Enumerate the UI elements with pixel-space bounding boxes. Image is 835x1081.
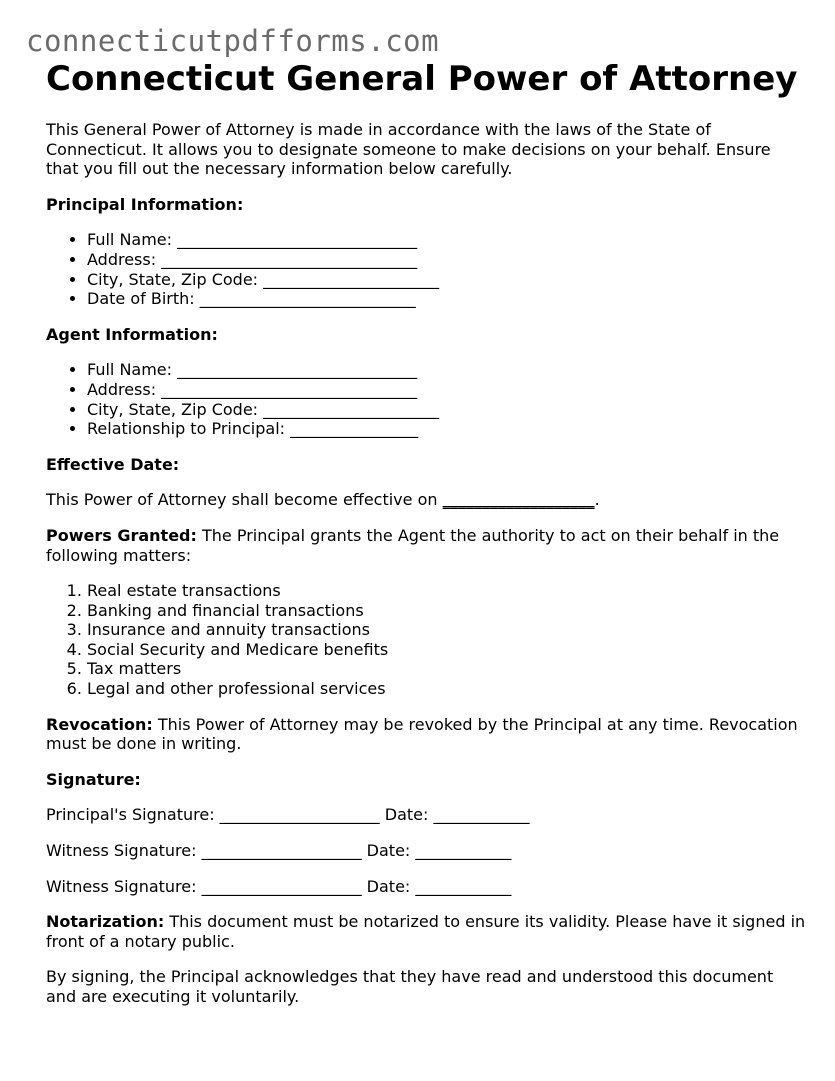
signature-heading: Signature: [46,769,141,789]
agent-list [46,360,806,438]
powers-label: Powers Granted: [46,525,197,545]
power-item: 6. Legal and other professional services [87,679,806,699]
effective-date-heading: Effective Date: [46,454,180,474]
principal-address: • Address: ________________________________ [87,250,806,270]
effective-date-blank: ___________________ [442,490,595,510]
principal-signature-line: Principal's Signature: ____________________ Date: ____________ [46,805,530,825]
revocation-text: This Power of Attorney may be revoked by the Principal at any time. Revocation must be done in writing. [46,714,798,754]
power-item: 4. Social Security and Medicare benefits [87,640,806,660]
principal-list [46,230,806,308]
watermark: connecticutpdfforms.com [26,24,440,58]
closing-paragraph: By signing, the Principal acknowledges that they have read and understood this document and are executing it voluntarily. [46,967,774,1006]
powers-text: The Principal grants the Agent the authority to act on their behalf in the following matters: [46,525,780,565]
revocation-label: Revocation: [46,714,153,734]
powers-paragraph [46,526,806,565]
effective-date-paragraph [46,490,806,510]
notarization-label: Notarization: [46,912,165,932]
intro-paragraph: This General Power of Attorney is made in accordance with the laws of the State of Connecticut. It allows you to designate someone to make decisions on your behalf. Ensure that you fill out the necessary information below carefully. [46,120,771,179]
agent-relationship: • Relationship to Principal: ________________ [87,419,806,439]
notarization-paragraph [46,912,806,951]
agent-city-state-zip: • City, State, Zip Code: ______________________ [87,400,806,420]
notarization-text: This document must be notarized to ensure its validity. Please have it signed in front of a notary public. [46,912,806,951]
principal-full-name: • Full Name: ______________________________ [87,230,806,250]
principal-city-state-zip: • City, State, Zip Code: ______________________ [87,270,806,290]
power-item: 1. Real estate transactions [87,581,806,601]
witness-signature-line: Witness Signature: ____________________ Date: ____________ [46,841,512,861]
power-item: 2. Banking and financial transactions [87,601,806,621]
principal-date-of-birth: • Date of Birth: ___________________________ [87,289,806,309]
agent-full-name: • Full Name: ______________________________ [87,360,806,380]
effective-date-period: . [594,490,600,510]
witness-signature-line: Witness Signature: ____________________ Date: ____________ [46,876,512,896]
effective-date-text: This Power of Attorney shall become effective on [46,490,443,510]
document-page [46,56,806,1007]
power-item: 5. Tax matters [87,659,806,679]
document-title: Connecticut General Power of Attorney [46,59,798,99]
power-item: 3. Insurance and annuity transactions [87,620,806,640]
principal-heading: Principal Information: [46,194,244,214]
agent-heading: Agent Information: [46,324,218,344]
powers-list [46,581,806,699]
agent-address: • Address: ________________________________ [87,380,806,400]
revocation-paragraph [46,715,806,754]
